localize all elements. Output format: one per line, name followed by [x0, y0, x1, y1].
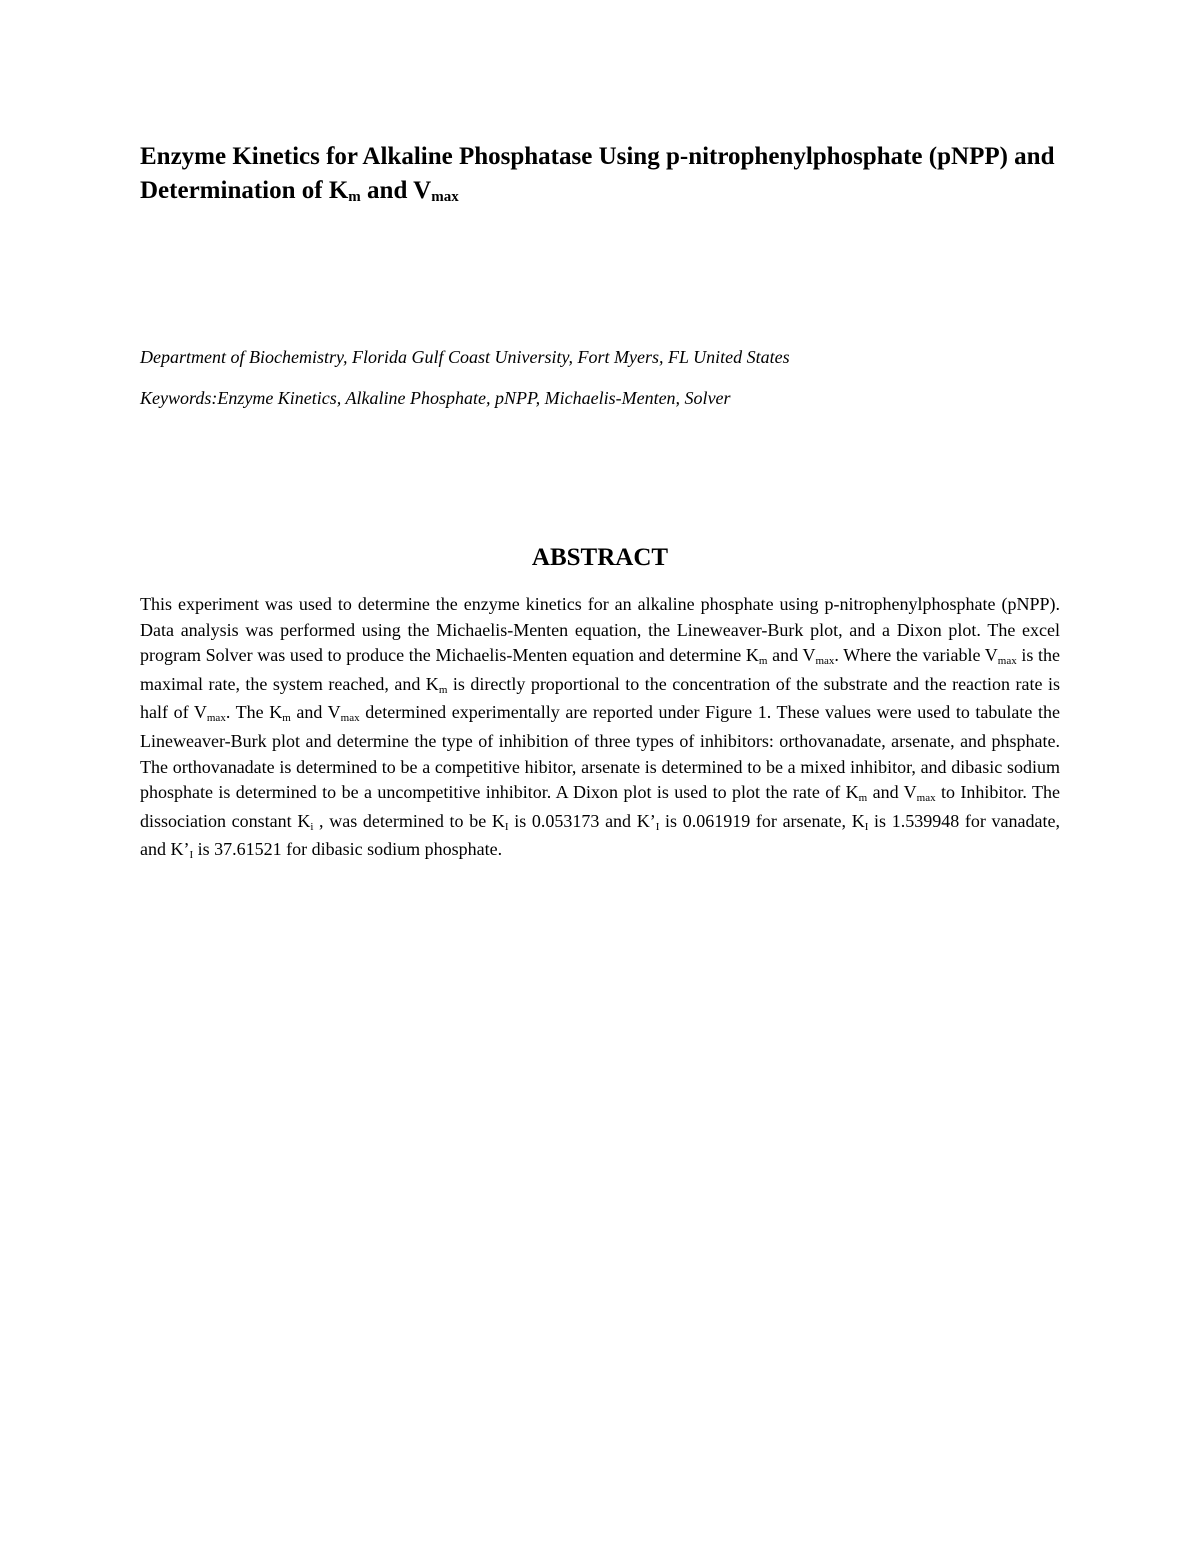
- abstract-text: and V: [290, 702, 341, 723]
- abstract-subscript: max: [340, 712, 360, 725]
- abstract-text: and V: [867, 782, 917, 803]
- abstract-text: , was determined to be K: [313, 810, 505, 831]
- title-subscript-m: m: [348, 189, 361, 205]
- abstract-subscript: m: [858, 792, 868, 805]
- abstract-subscript: I: [655, 820, 660, 833]
- abstract-body: [140, 592, 1060, 866]
- abstract-text: is 37.61521 for dibasic sodium phosphate.: [193, 839, 503, 860]
- title-text: and V: [360, 177, 432, 204]
- abstract-text: is 0.053173 and K’: [508, 810, 656, 831]
- abstract-subscript: m: [438, 683, 448, 696]
- abstract-subscript: m: [282, 712, 291, 725]
- abstract-subscript: i: [310, 820, 314, 833]
- abstract-text: to Inhibitor. The dissociation constant K: [140, 782, 1060, 831]
- abstract-text: determined experimentally are reported under Figure 1. These values were used to tabulate the Lineweaver-Burk plot and determine the type of inhibition of three types of inhibitors: orthovanadate, arsenate, and phsphate. The orthovanadate is determined to be a competitive hibitor, arsenate is determined to be a mixed inhibitor, and dibasic sodium phosphate is determined to be a uncompetitive inhibitor. A Dixon plot is used to plot the rate of K: [140, 702, 1061, 803]
- abstract-subscript: max: [815, 655, 835, 668]
- paper-title: [140, 140, 1060, 211]
- abstract-subscript: I: [189, 849, 194, 862]
- title-subscript-max: max: [431, 189, 459, 205]
- abstract-text: . Where the variable V: [834, 645, 998, 666]
- title-text: Enzyme Kinetics for Alkaline Phosphatase Using p-nitrophenylphosphate (pNPP) and Determination of K: [140, 143, 1055, 204]
- abstract-subscript: I: [504, 820, 509, 833]
- abstract-text: . The K: [225, 702, 283, 723]
- abstract-text: is 0.061919 for arsenate, K: [659, 810, 865, 831]
- abstract-subscript: max: [916, 792, 936, 805]
- abstract-text: is the maximal rate, the system reached, and K: [140, 645, 1061, 694]
- keywords-line: Keywords:Enzyme Kinetics, Alkaline Phosphate, pNPP, Michaelis-Menten, Solver: [140, 388, 731, 408]
- abstract-subscript: I: [864, 820, 869, 833]
- abstract-heading: ABSTRACT: [531, 544, 669, 571]
- abstract-text: is 1.539948 for vanadate, and K’: [140, 810, 1061, 860]
- abstract-text: and V: [767, 645, 816, 666]
- abstract-subscript: max: [206, 712, 226, 725]
- abstract-text: is directly proportional to the concentration of the substrate and the reaction rate is half of V: [140, 673, 1060, 723]
- abstract-subscript: m: [758, 655, 768, 668]
- abstract-subscript: max: [997, 655, 1017, 668]
- abstract-text: This experiment was used to determine the enzyme kinetics for an alkaline phosphate using p-nitrophenylphosphate (pNPP). Data analysis was performed using the Michaelis-Menten equation, the Lineweaver-Burk plot, and a Dixon plot. The excel program Solver was used to produce the Michaelis-Menten equation and determine K: [140, 594, 1060, 666]
- author-affiliation: Department of Biochemistry, Florida Gulf Coast University, Fort Myers, FL United States: [140, 347, 790, 367]
